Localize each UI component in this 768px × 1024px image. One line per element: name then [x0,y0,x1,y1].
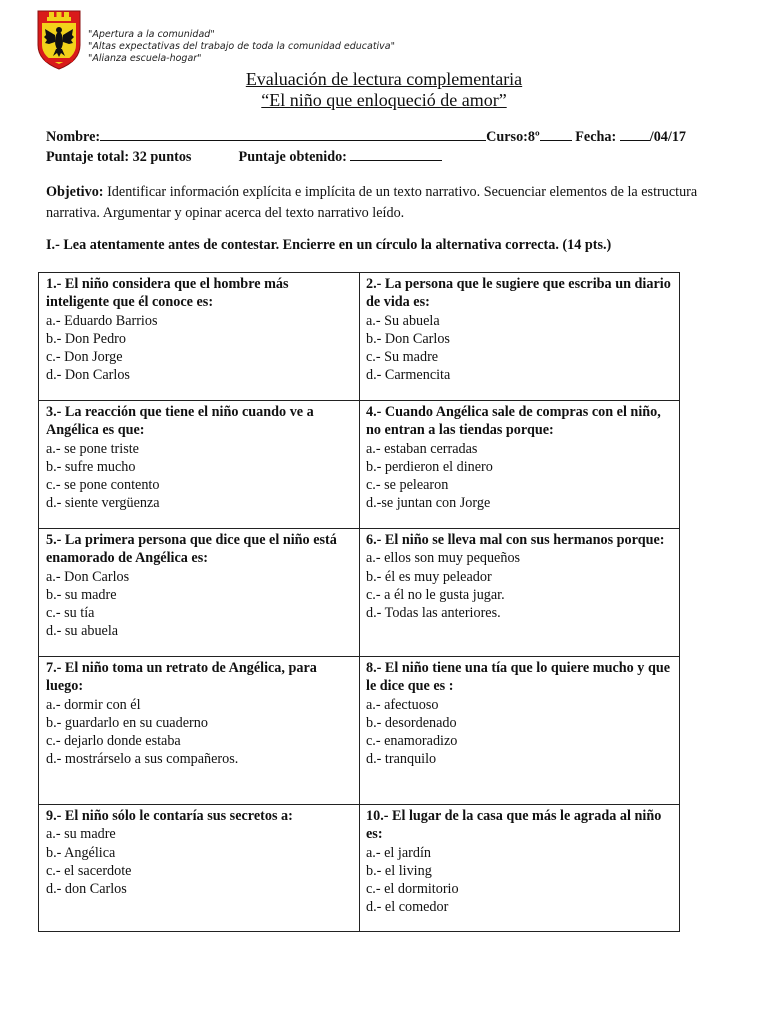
answer-option[interactable]: c.- su tía [46,605,95,622]
answer-option[interactable]: c.- el sacerdote [46,862,132,879]
answer-option[interactable]: b.- Don Carlos [366,330,450,347]
answer-option[interactable]: a.- el jardín [366,844,431,861]
question-cell-6 [366,531,674,622]
questions-table [38,272,680,932]
question-cell-2 [366,275,674,385]
answer-option[interactable]: d.- mostrárselo a sus compañeros. [46,751,239,768]
answer-option[interactable]: b.- sufre mucho [46,458,136,475]
question-text: 7.- El niño toma un retrato de Angélica, para luego: [46,660,317,695]
answer-option[interactable]: d.- tranquilo [366,751,437,768]
nombre-label: Nombre: [46,129,101,145]
question-text: 6.- El niño se lleva mal con sus hermanos porque: [366,532,665,548]
answer-option[interactable]: d.- don Carlos [46,881,127,898]
row-divider [39,804,679,805]
answer-option[interactable]: d.- siente vergüenza [46,495,160,512]
answer-option[interactable]: d.- Todas las anteriores. [366,605,501,622]
puntaje-obtenido-label: Puntaje obtenido: [238,149,347,165]
answer-option[interactable]: d.- su abuela [46,623,119,640]
answer-option[interactable]: c.- Don Jorge [46,349,123,366]
answer-option[interactable]: a.- Eduardo Barrios [46,312,158,329]
school-mottos [88,29,395,65]
row-divider [39,400,679,401]
question-text: 10.- El lugar de la casa que más le agrada al niño es: [366,808,662,843]
question-text: 3.- La reacción que tiene el niño cuando ve a Angélica es que: [46,404,314,439]
answer-option[interactable]: c.- se pone contento [46,477,160,494]
answer-option[interactable]: a.- afectuoso [366,696,439,713]
answer-option[interactable]: c.- dejarlo donde estaba [46,733,181,750]
question-text: 4.- Cuando Angélica sale de compras con el niño, no entran a las tiendas porque: [366,404,661,439]
answer-option[interactable]: a.- se pone triste [46,440,139,457]
answer-option[interactable]: c.- se pelearon [366,477,449,494]
question-cell-9 [46,807,352,898]
book-title: “El niño que enloqueció de amor” [261,90,507,110]
answer-option[interactable]: a.- Su abuela [366,312,440,329]
question-cell-5 [46,531,352,641]
question-text: 5.- La primera persona que dice que el niño está enamorado de Angélica es: [46,532,337,567]
objective-paragraph [46,182,718,224]
question-cell-4 [366,403,674,513]
answer-option[interactable]: d.-se juntan con Jorge [366,495,491,512]
answer-option[interactable]: b.- perdieron el dinero [366,458,493,475]
objective-label: Objetivo: [46,184,104,200]
answer-option[interactable]: b.- su madre [46,586,117,603]
answer-option[interactable]: b.- el living [366,862,432,879]
answer-option[interactable]: a.- Don Carlos [46,568,130,585]
section-instruction: I.- Lea atentamente antes de contestar. Encierre en un círculo la alternativa correcta. (14 pts.) [46,237,612,253]
answer-option[interactable]: c.- Su madre [366,349,439,366]
puntaje-total: Puntaje total: 32 puntos [46,149,192,165]
answer-option[interactable]: a.- su madre [46,826,116,843]
school-crest-logo [36,9,82,71]
fecha-label: Fecha: [575,129,617,145]
curso-label: Curso:8º [486,129,540,145]
answer-option[interactable]: c.- el dormitorio [366,881,459,898]
answer-option[interactable]: d.- Don Carlos [46,367,130,384]
question-cell-8 [366,659,674,769]
answer-option[interactable]: a.- estaban cerradas [366,440,478,457]
motto-line: "Altas expectativas del trabajo de toda la comunidad educativa" [88,41,395,52]
curso-field[interactable] [540,128,572,141]
column-divider [359,273,360,931]
motto-line: "Apertura a la comunidad" [88,29,215,40]
answer-option[interactable]: b.- desordenado [366,714,457,731]
answer-option[interactable]: c.- a él no le gusta jugar. [366,586,505,603]
answer-option[interactable]: a.- ellos son muy pequeños [366,550,521,567]
fecha-suffix: /04/17 [649,129,687,145]
question-text: 9.- El niño sólo le contaría sus secretos a: [46,808,293,824]
question-cell-3 [46,403,352,513]
puntaje-obtenido-field[interactable] [350,148,442,161]
nombre-field[interactable] [100,128,486,141]
fecha-day-field[interactable] [620,128,650,141]
answer-option[interactable]: b.- Angélica [46,844,116,861]
answer-option[interactable]: b.- guardarlo en su cuaderno [46,714,208,731]
question-cell-1 [46,275,352,385]
row-divider [39,528,679,529]
question-text: 1.- El niño considera que el hombre más inteligente que él conoce es: [46,276,289,311]
question-cell-10 [366,807,674,917]
answer-option[interactable]: d.- el comedor [366,899,449,916]
answer-option[interactable]: a.- dormir con él [46,696,141,713]
objective-text: Identificar información explícita e implícita de un texto narrativo. Secuenciar elementos de la estructura narrativa. Argumentar y opinar acerca del texto narrativo leído. [46,184,698,221]
answer-option[interactable]: c.- enamoradizo [366,733,458,750]
question-text: 8.- El niño tiene una tía que lo quiere mucho y que le dice que es : [366,660,671,695]
student-info-line [46,128,686,146]
question-cell-7 [46,659,352,769]
page-title: Evaluación de lectura complementaria [245,69,523,89]
motto-line: "Alianza escuela-hogar" [88,53,202,64]
score-line [46,148,442,166]
answer-option[interactable]: b.- él es muy peleador [366,568,492,585]
question-text: 2.- La persona que le sugiere que escriba un diario de vida es: [366,276,671,311]
answer-option[interactable]: d.- Carmencita [366,367,451,384]
row-divider [39,656,679,657]
answer-option[interactable]: b.- Don Pedro [46,330,126,347]
